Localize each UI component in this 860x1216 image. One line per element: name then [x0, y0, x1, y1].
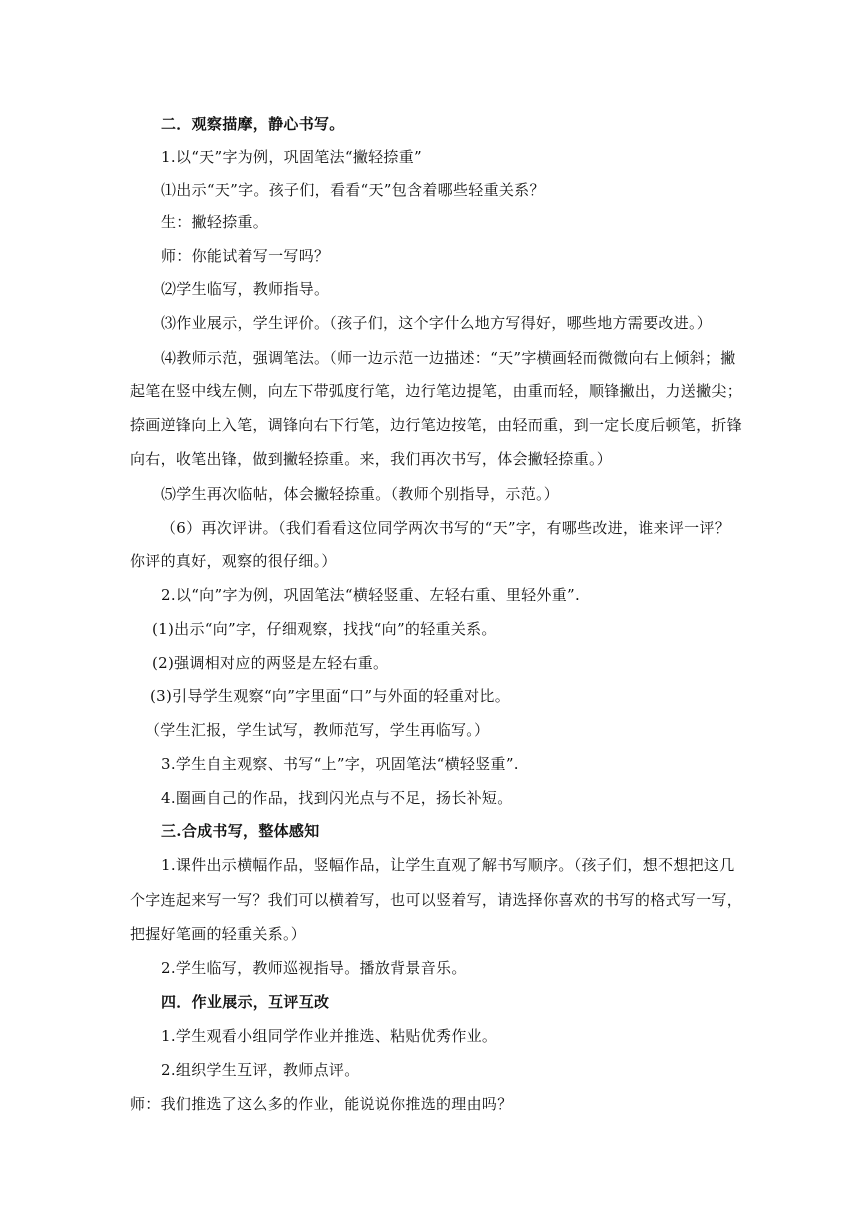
- paragraph-courseware-show: 1.课件出示横幅作品，竖幅作品，让学生直观了解书写顺序。（孩子们，想不想把这几: [161, 856, 735, 874]
- paragraph-student-answer: 生：撇轻捺重。: [161, 213, 269, 231]
- paragraph-copy-again: ⑸学生再次临帖，体会撇轻捺重。（教师个别指导，示范。）: [161, 485, 560, 503]
- paragraph-re-evaluate-cont: 你评的真好，观察的很仔细。）: [130, 552, 337, 570]
- paragraph-tian-example: 1.以“天”字为例，巩固笔法“撇轻捺重”: [161, 148, 422, 166]
- paragraph-teacher-demo-cont-3: 向右，收笔出锋，做到撇轻捺重。来，我们再次书写，体会撇轻捺重。）: [130, 450, 613, 468]
- paragraph-teacher-demo-cont-2: 捺画逆锋向上入笔，调锋向右下行笔，边行笔边按笔，由轻而重，到一定长度后顿笔，折锋: [130, 416, 743, 434]
- paragraph-emphasize-verticals: (2)强调相对应的两竖是左轻右重。: [152, 654, 389, 672]
- paragraph-show-tian: ⑴出示“天”字。孩子们，看看“天”包含着哪些轻重关系？: [161, 181, 545, 199]
- paragraph-teacher-final-question: 师：我们推选了这么多的作业，能说说你推选的理由吗？: [130, 1095, 513, 1113]
- paragraph-group-select: 1.学生观看小组同学作业并推选、粘贴优秀作业。: [161, 1027, 498, 1045]
- paragraph-guide-observe: (3)引导学生观察“向”字里面“口”与外面的轻重对比。: [150, 687, 511, 705]
- paragraph-show-xiang: (1)出示“向”字，仔细观察，找找“向”的轻重关系。: [152, 620, 497, 638]
- paragraph-xiang-example: 2.以“向”字为例，巩固笔法“横轻竖重、左轻右重、里轻外重”.: [161, 586, 581, 604]
- paragraph-teacher-demo-cont-1: 起笔在竖中线左侧，向左下带弧度行笔，边行笔边提笔，由重而轻，顺锋撇出，力送撇尖；: [130, 382, 743, 400]
- paragraph-student-copy: ⑵学生临写，教师指导。: [161, 280, 330, 298]
- paragraph-re-evaluate: （6）再次评讲。（我们看看这位同学两次书写的“天”字，有哪些改进，谁来评一评？: [161, 519, 731, 537]
- paragraph-circle-work: 4.圈画自己的作品，找到闪光点与不足，扬长补短。: [161, 789, 513, 807]
- paragraph-student-copy-music: 2.学生临写，教师巡视指导。播放背景音乐。: [161, 959, 467, 977]
- paragraph-teacher-question: 师：你能试着写一写吗？: [161, 247, 330, 265]
- paragraph-homework-show: ⑶作业展示，学生评价。（孩子们，这个字什么地方写得好，哪些地方需要改进。）: [161, 314, 713, 332]
- paragraph-courseware-cont-1: 个字连起来写一写？我们可以横着写，也可以竖着写，请选择你喜欢的书写的格式写一写，: [130, 891, 743, 909]
- paragraph-courseware-cont-2: 把握好笔画的轻重关系。）: [130, 925, 307, 943]
- paragraph-shang-self: 3.学生自主观察、书写“上”字，巩固笔法“横轻竖重”.: [161, 755, 519, 773]
- heading-compose-writing: 三.合成书写，整体感知: [161, 822, 320, 840]
- heading-observe-trace: 二．观察描摩，静心书写。: [161, 115, 345, 133]
- paragraph-teacher-demo: ⑷教师示范，强调笔法。（师一边示范一边描述：“天”字横画轻而微微向右上倾斜；撇: [161, 349, 736, 367]
- heading-homework-display: 四．作业展示，互评互改: [161, 993, 330, 1011]
- paragraph-student-report: （学生汇报，学生试写，教师范写，学生再临写。）: [145, 721, 490, 739]
- paragraph-peer-review: 2.组织学生互评，教师点评。: [161, 1061, 360, 1079]
